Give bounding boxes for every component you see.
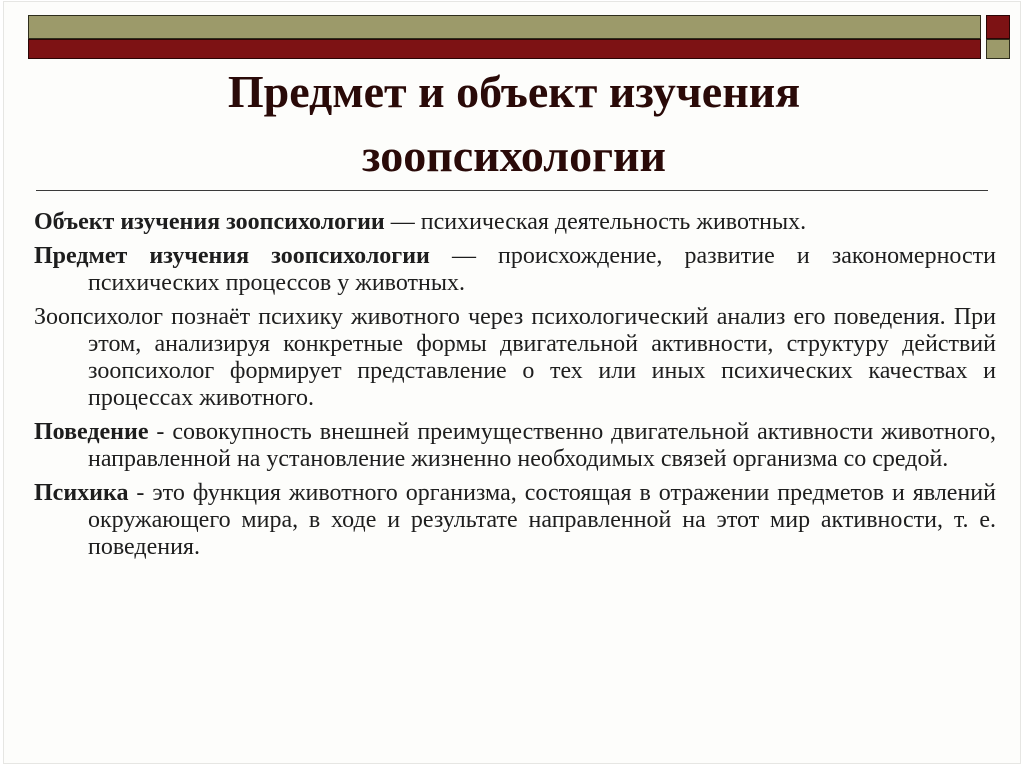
term-subject: Предмет изучения зоопсихологии (34, 243, 430, 269)
corner-olive-square (986, 39, 1010, 59)
corner-maroon-square (986, 15, 1010, 39)
paragraph-zoopsychologist (34, 304, 996, 412)
definition-object: — психическая деятельность животных. (384, 209, 807, 235)
term-behavior: Поведение (34, 419, 149, 445)
slide (3, 1, 1021, 764)
slide-title-line-2: зоопсихологии (362, 130, 666, 181)
slide-body (34, 209, 996, 568)
definition-subject: — происхождение, развитие и закономерности психических процессов у животных. (88, 243, 996, 296)
text-zoopsychologist: Зоопсихолог познаёт психику животного через психологический анализ его поведения. При этом, анализируя конкретные формы двигательной активности, структуру действий зоопсихолог формирует представление о тех или иных психических качествах и процессах животного. (34, 304, 996, 411)
header-olive-bar (28, 15, 981, 39)
definition-psyche: - это функция животного организма, состоящая в отражении предметов и явлений окружающего мира, в ходе и результате направленной на этот мир активности, т. е. поведения. (88, 480, 996, 560)
slide-title (64, 60, 964, 188)
slide-title-line-1: Предмет и объект изучения (227, 66, 801, 117)
paragraph-behavior (34, 419, 996, 473)
paragraph-subject (34, 243, 996, 297)
paragraph-object (34, 209, 996, 236)
definition-behavior: - совокупность внешней преимущественно двигательной активности животного, направленной на установление жизненно необходимых связей организма со средой. (88, 419, 996, 472)
paragraph-psyche (34, 480, 996, 561)
term-psyche: Психика (34, 480, 129, 506)
term-object: Объект изучения зоопсихологии (34, 209, 385, 235)
header-maroon-bar (28, 39, 981, 59)
title-divider (36, 190, 988, 191)
